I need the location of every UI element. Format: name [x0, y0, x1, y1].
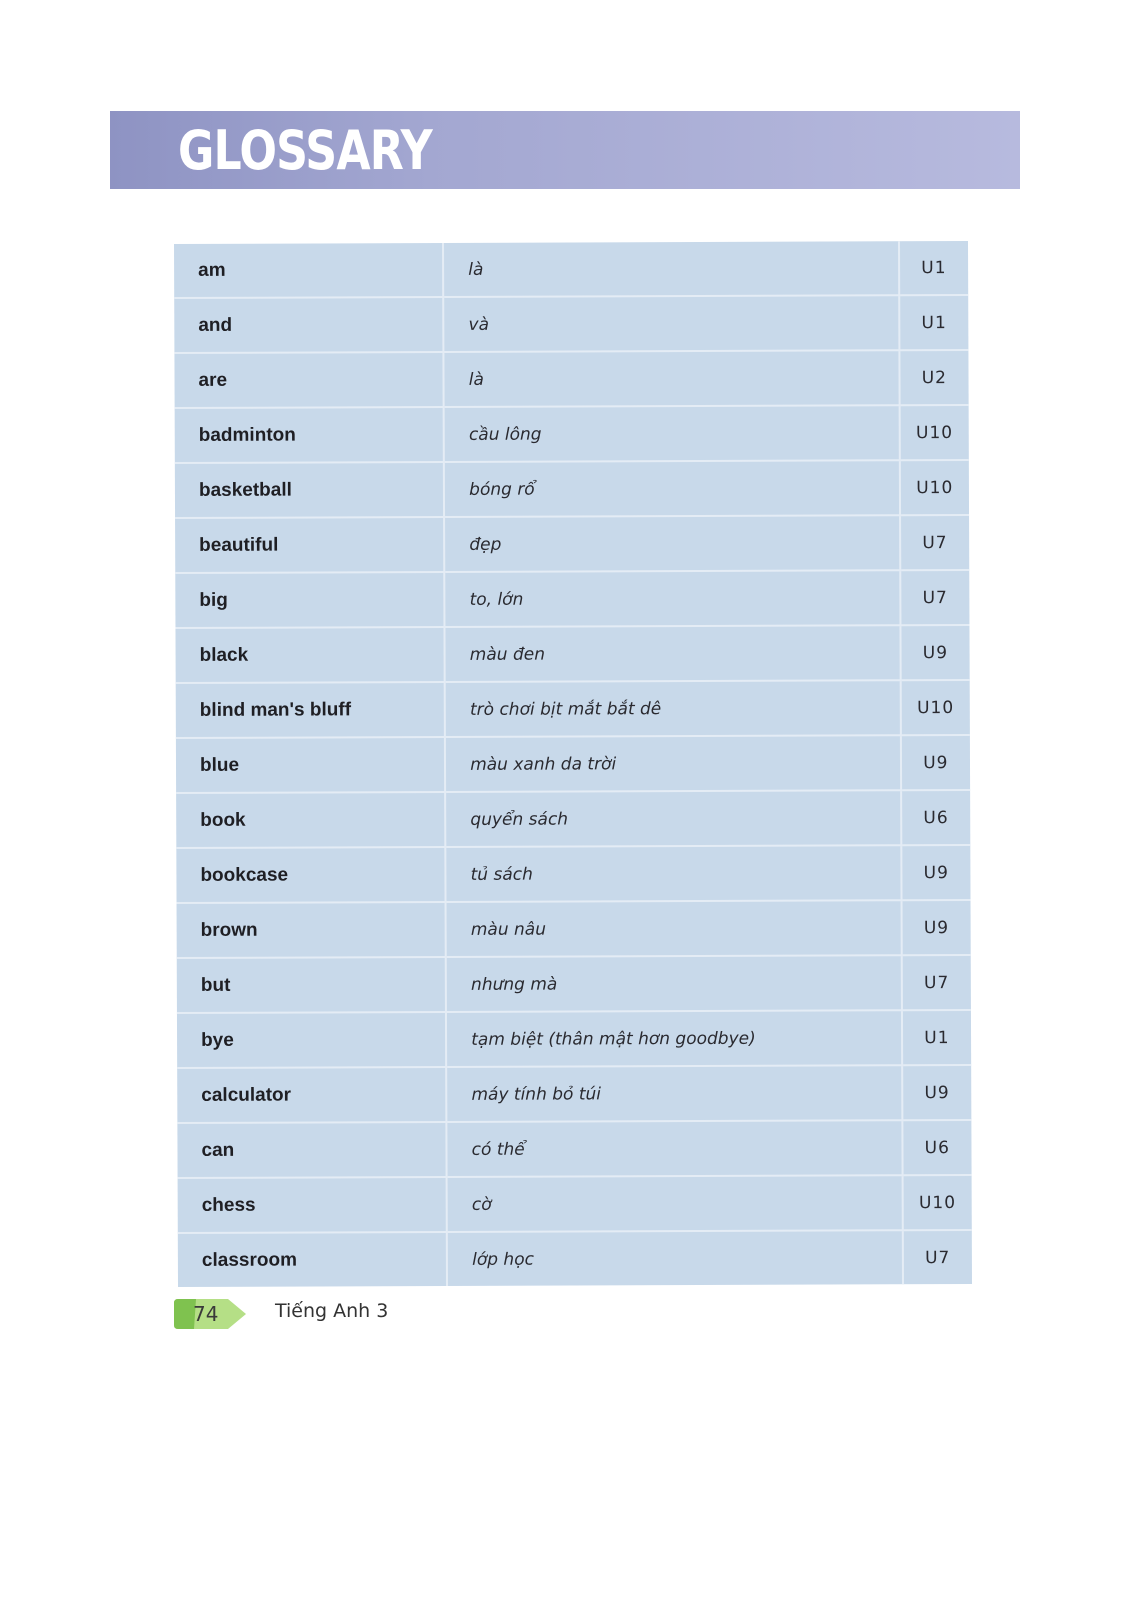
glossary-word: basketball	[175, 462, 444, 518]
glossary-row	[177, 900, 971, 958]
glossary-word: calculator	[177, 1067, 446, 1123]
glossary-meaning: đẹp	[444, 515, 900, 572]
glossary-word: but	[177, 957, 446, 1013]
glossary-word: brown	[177, 902, 446, 958]
glossary-meaning: màu nâu	[446, 900, 902, 957]
glossary-word: big	[175, 572, 444, 628]
glossary-table-body	[174, 241, 972, 1287]
glossary-row	[176, 790, 970, 848]
glossary-unit: U9	[901, 845, 971, 900]
glossary-unit: U1	[902, 1010, 972, 1065]
glossary-table	[174, 241, 972, 1287]
glossary-meaning: là	[444, 350, 900, 407]
glossary-unit: U1	[899, 295, 969, 350]
glossary-word: bye	[177, 1012, 446, 1068]
glossary-row	[175, 405, 969, 463]
glossary-meaning: là	[443, 241, 899, 297]
glossary-meaning: màu xanh da trời	[445, 735, 901, 792]
glossary-meaning: nhưng mà	[446, 955, 902, 1012]
glossary-row	[178, 1230, 972, 1287]
page-title: GLOSSARY	[178, 119, 432, 182]
glossary-row	[178, 1175, 972, 1233]
glossary-unit: U7	[901, 955, 971, 1010]
glossary-word: can	[177, 1122, 446, 1178]
glossary-word: am	[174, 243, 443, 298]
glossary-row	[176, 735, 970, 793]
glossary-word: beautiful	[175, 517, 444, 573]
glossary-meaning: máy tính bỏ túi	[446, 1065, 902, 1122]
glossary-row	[177, 1065, 971, 1123]
glossary-row	[176, 845, 970, 903]
glossary-row	[176, 680, 970, 738]
glossary-meaning: cờ	[447, 1175, 903, 1232]
glossary-unit: U6	[901, 790, 971, 845]
glossary-unit: U10	[899, 460, 969, 515]
glossary-banner	[110, 111, 1020, 189]
glossary-meaning: to, lớn	[444, 570, 900, 627]
glossary-unit: U2	[899, 350, 969, 405]
glossary-row	[174, 241, 968, 298]
glossary-row	[177, 955, 971, 1013]
glossary-word: book	[176, 792, 445, 848]
glossary-word: black	[175, 627, 444, 683]
glossary-row	[175, 570, 969, 628]
glossary-word: blue	[176, 737, 445, 793]
glossary-word: and	[174, 297, 443, 353]
glossary-row	[177, 1120, 971, 1178]
glossary-row	[175, 625, 969, 683]
glossary-unit: U6	[902, 1120, 972, 1175]
glossary-unit: U10	[902, 1175, 972, 1230]
glossary-row	[174, 295, 968, 353]
glossary-row	[174, 350, 968, 408]
glossary-meaning: trò chơi bịt mắt bắt dê	[445, 680, 901, 737]
page-number-tab	[172, 1297, 248, 1331]
glossary-meaning: bóng rổ	[444, 460, 900, 517]
glossary-meaning: cầu lông	[444, 405, 900, 462]
glossary-meaning: tủ sách	[446, 845, 902, 902]
book-title: Tiếng Anh 3	[275, 1300, 389, 1322]
glossary-unit: U9	[901, 735, 971, 790]
glossary-word: are	[174, 352, 443, 408]
glossary-meaning: và	[443, 295, 899, 352]
glossary-unit: U7	[925, 1247, 951, 1268]
glossary-meaning: lớp học	[447, 1230, 903, 1286]
glossary-unit: U7	[900, 570, 970, 625]
glossary-meaning: có thể	[447, 1120, 903, 1177]
glossary-unit: U9	[901, 900, 971, 955]
glossary-unit: U1	[899, 241, 969, 295]
glossary-word: blind man's bluff	[176, 682, 445, 738]
glossary-meaning: tạm biệt (thân mật hơn goodbye)	[446, 1010, 902, 1067]
glossary-unit: U9	[902, 1065, 972, 1120]
glossary-row	[175, 460, 969, 518]
glossary-word: classroom	[178, 1232, 447, 1287]
glossary-meaning: quyển sách	[445, 790, 901, 847]
glossary-row	[177, 1010, 971, 1068]
glossary-word: bookcase	[176, 847, 445, 903]
glossary-unit: U10	[900, 680, 970, 735]
glossary-row	[175, 515, 969, 573]
glossary-unit: U9	[900, 625, 970, 680]
glossary-word: badminton	[175, 407, 444, 463]
glossary-meaning: màu đen	[445, 625, 901, 682]
page-number: 74	[193, 1302, 219, 1326]
glossary-unit: U10	[899, 405, 969, 460]
glossary-word: chess	[178, 1177, 447, 1233]
glossary-unit: U7	[900, 515, 970, 570]
